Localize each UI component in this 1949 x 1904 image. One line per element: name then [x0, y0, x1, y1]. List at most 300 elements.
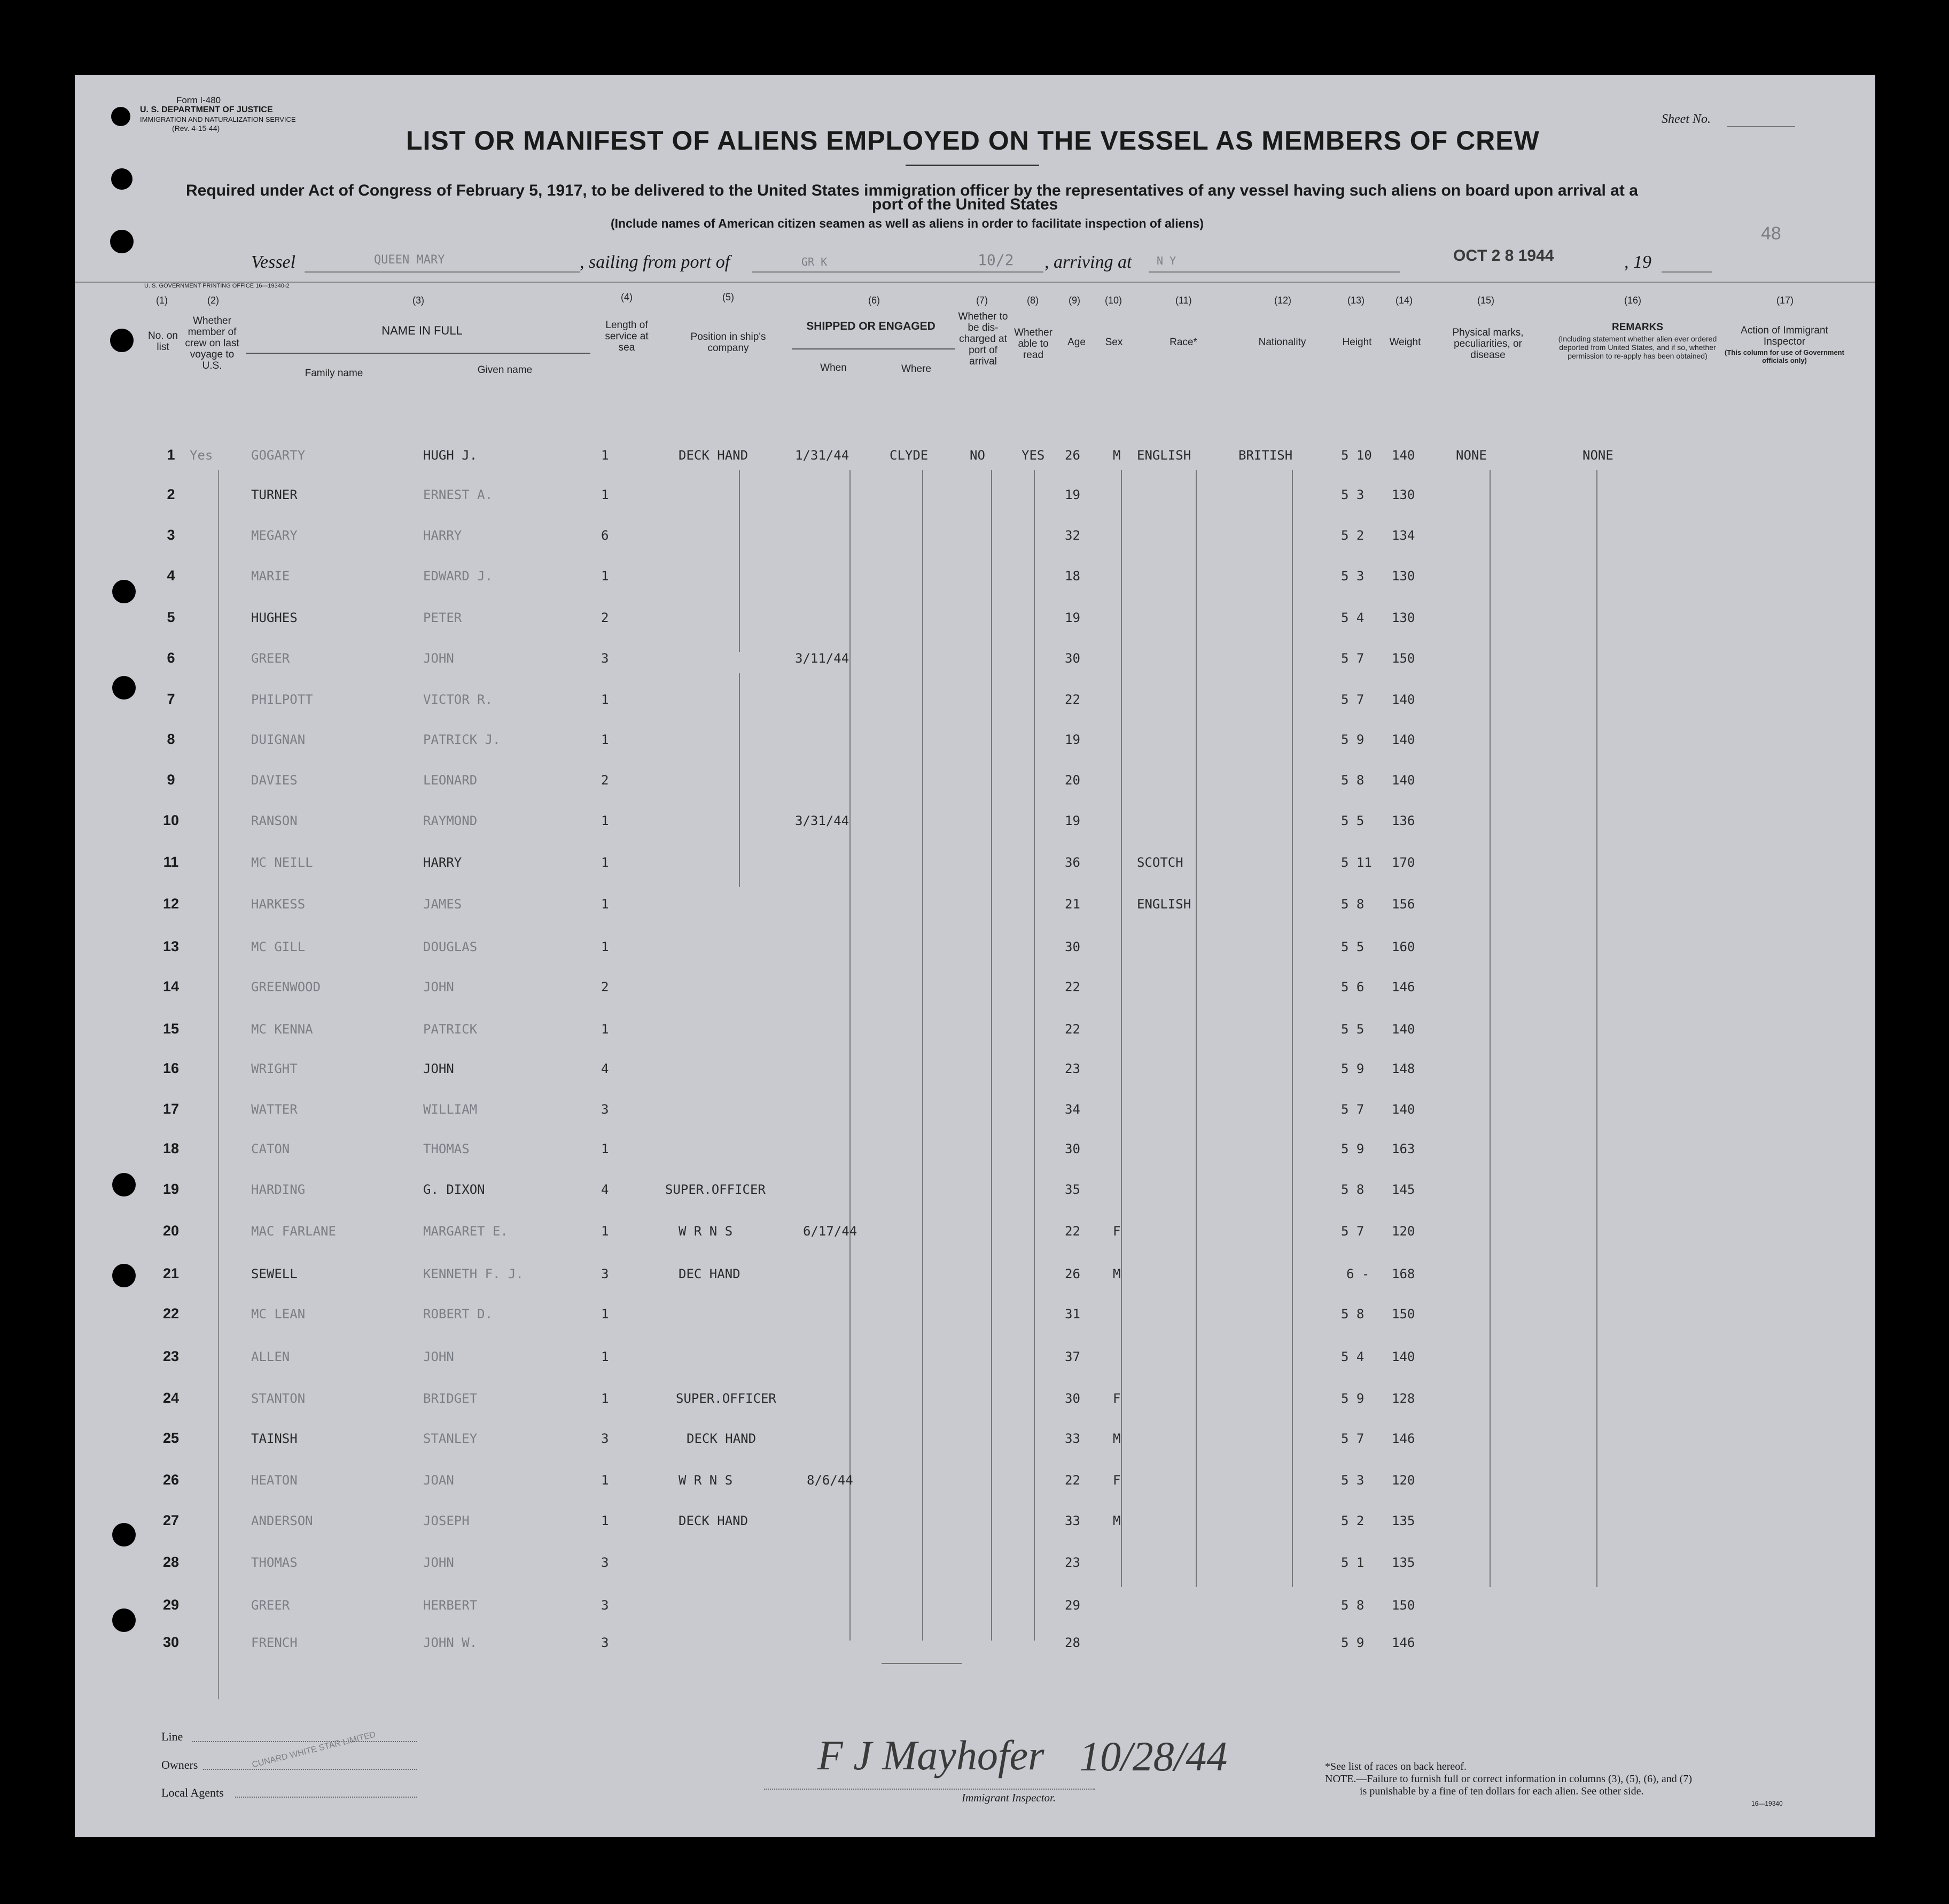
row-family-name: THOMAS	[251, 1555, 298, 1570]
row-length-of-service: 1	[601, 1224, 609, 1239]
col-17-number: (17)	[1776, 295, 1794, 306]
form-revision: (Rev. 4-15-44)	[172, 124, 220, 133]
row-weight: 150	[1392, 1307, 1415, 1322]
row-shipped-where: CLYDE	[890, 448, 929, 463]
row-height: 5 5	[1341, 1022, 1365, 1037]
row-number: 20	[162, 1223, 180, 1239]
row-number: 25	[162, 1430, 180, 1446]
inspector-signature-line	[764, 1789, 1095, 1790]
row-family-name: SEWELL	[251, 1266, 298, 1281]
row-position: SUPER.OFFICER	[676, 1391, 776, 1406]
col-1-number: (1)	[156, 295, 168, 306]
col-13-number: (13)	[1347, 295, 1365, 306]
row-weight: 135	[1392, 1513, 1415, 1528]
punch-hole	[112, 1173, 136, 1196]
row-height: 5 7	[1341, 1102, 1365, 1117]
row-weight: 135	[1392, 1555, 1415, 1570]
ditto-line-marks	[1490, 470, 1491, 1587]
ditto-line-read	[1034, 470, 1035, 1641]
row-age: 19	[1065, 732, 1080, 747]
row-family-name: MC GILL	[251, 939, 306, 954]
row-number: 9	[167, 772, 175, 788]
header-weight: Weight	[1389, 337, 1421, 348]
form-number: Form I-480	[176, 95, 221, 105]
header-remarks-note: (Including statement whether alien ever ordered deported from United States, and if so, whether permission to re-apply has been obtained)	[1558, 335, 1717, 360]
row-given-name: VICTOR R.	[423, 692, 493, 707]
col-7-number: (7)	[976, 295, 988, 306]
row-family-name: GOGARTY	[251, 448, 306, 463]
row-weight: 150	[1392, 651, 1415, 666]
row-number: 12	[162, 896, 180, 912]
arrival-date-stamp: OCT 2 8 1944	[1453, 247, 1554, 265]
row-given-name: ROBERT D.	[423, 1307, 493, 1322]
row-family-name: ALLEN	[251, 1349, 290, 1364]
year-field-line	[1662, 271, 1712, 273]
row-physical-marks: NONE	[1456, 448, 1487, 463]
signature-date: 10/28/44	[1079, 1733, 1228, 1779]
race-note: *See list of races on back hereof.	[1325, 1761, 1467, 1773]
row-family-name: GREER	[251, 651, 290, 666]
col-5-number: (5)	[722, 292, 734, 302]
row-weight: 134	[1392, 528, 1415, 543]
shipped-header-rule	[792, 348, 955, 349]
row-weight: 130	[1392, 569, 1415, 584]
row-number: 21	[162, 1265, 180, 1281]
row-given-name: JOHN	[423, 1555, 454, 1570]
row-number: 15	[162, 1021, 180, 1037]
row-sex: M	[1113, 1266, 1121, 1281]
row-height: 5 7	[1341, 1431, 1365, 1446]
row-weight: 140	[1392, 1349, 1415, 1364]
row-length-of-service: 1	[601, 1513, 609, 1528]
name-header-rule	[246, 353, 590, 354]
row-sex: M	[1113, 448, 1121, 463]
row-given-name: JOHN	[423, 651, 454, 666]
row-family-name: DUIGNAN	[251, 732, 306, 747]
row-given-name: STANLEY	[423, 1431, 478, 1446]
row-age: 22	[1065, 1224, 1080, 1239]
row-age: 35	[1065, 1182, 1080, 1197]
header-length-of-service: Length of service at sea	[605, 320, 649, 353]
inspector-label: Immigrant Inspector.	[962, 1791, 1056, 1804]
row-length-of-service: 3	[601, 1635, 609, 1650]
row-height: 5 8	[1341, 1598, 1365, 1613]
row-weight: 140	[1392, 773, 1415, 788]
row-shipped-when: 3/31/44	[795, 813, 849, 828]
row-length-of-service: 1	[601, 939, 609, 954]
printing-office-note: U. S. GOVERNMENT PRINTING OFFICE 16—19340-2	[144, 283, 290, 289]
row-number: 1	[167, 447, 175, 463]
row-number: 29	[162, 1597, 180, 1613]
header-nationality: Nationality	[1258, 337, 1306, 348]
header-discharged: Whether to be dis-charged at port of arrival	[958, 311, 1008, 367]
row-length-of-service: 1	[601, 1022, 609, 1037]
header-when: When	[820, 362, 847, 374]
header-top-rule	[75, 282, 1875, 283]
agents-stamp: CUNARD WHITE STAR LIMITED	[251, 1730, 377, 1770]
row-age: 30	[1065, 1391, 1080, 1406]
row-age: 22	[1065, 980, 1080, 994]
row-family-name: DAVIES	[251, 773, 298, 788]
row-family-name: TURNER	[251, 487, 298, 502]
row-length-of-service: 2	[601, 980, 609, 994]
local-agents-label: Local Agents	[161, 1786, 224, 1799]
row-age: 30	[1065, 1141, 1080, 1156]
punch-hole	[112, 1264, 136, 1287]
row-given-name: KENNETH F. J.	[423, 1266, 524, 1281]
ditto-line-nationality	[1292, 470, 1293, 1587]
header-position: Position in ship's company	[690, 331, 766, 354]
row-length-of-service: 1	[601, 448, 609, 463]
column-rule	[218, 470, 219, 1699]
row-length-of-service: 4	[601, 1061, 609, 1076]
row-member-cell: Yes	[190, 448, 213, 463]
punch-hole	[112, 580, 136, 603]
row-number: 26	[162, 1472, 180, 1488]
col-11-number: (11)	[1175, 295, 1192, 306]
year-label: , 19	[1624, 252, 1651, 272]
row-weight: 140	[1392, 732, 1415, 747]
line-field	[192, 1741, 417, 1742]
row-sex: F	[1113, 1473, 1121, 1488]
row-age: 22	[1065, 1473, 1080, 1488]
row-sex: F	[1113, 1391, 1121, 1406]
row-height: 5 4	[1341, 1349, 1365, 1364]
row-height: 5 8	[1341, 897, 1365, 912]
row-age: 29	[1065, 1598, 1080, 1613]
row-age: 26	[1065, 1266, 1080, 1281]
row-given-name: JAMES	[423, 897, 462, 912]
row-number: 4	[167, 568, 175, 584]
row-number: 19	[162, 1181, 180, 1197]
row-number: 13	[162, 938, 180, 954]
row-race: ENGLISH	[1137, 897, 1191, 912]
row-age: 23	[1065, 1061, 1080, 1076]
row-given-name: LEONARD	[423, 773, 478, 788]
row-age: 32	[1065, 528, 1080, 543]
sailing-label: , sailing from port of	[580, 252, 730, 272]
row-height: 5 3	[1341, 487, 1365, 502]
punch-hole	[110, 329, 134, 352]
service-name: IMMIGRATION AND NATURALIZATION SERVICE	[140, 115, 296, 123]
corner-number: 48	[1761, 223, 1781, 244]
row-length-of-service: 1	[601, 855, 609, 870]
print-code: 16—19340	[1751, 1800, 1783, 1807]
row-shipped-when: 6/17/44	[803, 1224, 857, 1239]
row-given-name: PATRICK	[423, 1022, 478, 1037]
ditto-line-sex	[1121, 470, 1122, 1587]
row-family-name: RANSON	[251, 813, 298, 828]
row-number: 30	[162, 1634, 180, 1650]
row-height: 5 9	[1341, 1141, 1365, 1156]
row-number: 17	[162, 1101, 180, 1117]
row-age: 37	[1065, 1349, 1080, 1364]
row-number: 10	[162, 812, 180, 828]
row-number: 18	[162, 1140, 180, 1156]
row-height: 5 7	[1341, 1224, 1365, 1239]
row-family-name: MEGARY	[251, 528, 298, 543]
row-number: 6	[167, 650, 175, 666]
row-length-of-service: 1	[601, 1349, 609, 1364]
row-weight: 120	[1392, 1473, 1415, 1488]
row-age: 34	[1065, 1102, 1080, 1117]
row-length-of-service: 1	[601, 732, 609, 747]
header-race: Race*	[1170, 337, 1197, 348]
sheet-number-field	[1727, 126, 1795, 127]
row-length-of-service: 3	[601, 1555, 609, 1570]
row-given-name: WILLIAM	[423, 1102, 478, 1117]
row-family-name: GREER	[251, 1598, 290, 1613]
row-given-name: HARRY	[423, 855, 462, 870]
row-length-of-service: 1	[601, 1391, 609, 1406]
row-length-of-service: 3	[601, 1102, 609, 1117]
row-weight: 146	[1392, 1431, 1415, 1446]
row-length-of-service: 1	[601, 1473, 609, 1488]
row-height: 5 8	[1341, 773, 1365, 788]
col-15-number: (15)	[1477, 295, 1495, 306]
row-number: 27	[162, 1512, 180, 1528]
department-name: U. S. DEPARTMENT OF JUSTICE	[140, 105, 273, 114]
row-weight: 145	[1392, 1182, 1415, 1197]
row-height: 5 9	[1341, 1061, 1365, 1076]
row-length-of-service: 1	[601, 569, 609, 584]
ditto-line-when	[849, 470, 851, 1641]
vessel-value: QUEEN MARY	[374, 253, 445, 267]
row-remarks: NONE	[1582, 448, 1613, 463]
header-able-to-read: Whether able to read	[1014, 327, 1053, 361]
row-height: 5 9	[1341, 732, 1365, 747]
row-height: 5 2	[1341, 1513, 1365, 1528]
row-position: W R N S	[679, 1473, 733, 1488]
row-family-name: HUGHES	[251, 610, 298, 625]
header-physical-marks: Physical marks, peculiarities, or disease	[1452, 327, 1524, 361]
row-family-name: MC KENNA	[251, 1022, 313, 1037]
row-family-name: GREENWOOD	[251, 980, 321, 994]
row-sex: M	[1113, 1431, 1121, 1446]
row-number: 22	[162, 1305, 180, 1322]
row-height: 5 11	[1341, 855, 1372, 870]
row-height: 5 10	[1341, 448, 1372, 463]
sailing-port-value: GR K	[801, 255, 828, 268]
row-given-name: HERBERT	[423, 1598, 478, 1613]
col-14-number: (14)	[1396, 295, 1413, 306]
header-action-note: (This column for use of Government officials only)	[1725, 348, 1844, 364]
row-family-name: HARDING	[251, 1182, 306, 1197]
header-where: Where	[901, 363, 931, 375]
row-weight: 140	[1392, 448, 1415, 463]
row-age: 22	[1065, 1022, 1080, 1037]
ditto-line-race	[1196, 470, 1197, 1587]
row-age: 19	[1065, 610, 1080, 625]
row-length-of-service: 3	[601, 1598, 609, 1613]
row-sex: F	[1113, 1224, 1121, 1239]
col-2-number: (2)	[207, 295, 219, 306]
row-given-name: ERNEST A.	[423, 487, 493, 502]
row-number: 8	[167, 731, 175, 747]
header-no-on-list: No. on list	[148, 330, 178, 353]
row-given-name: JOSEPH	[423, 1513, 470, 1528]
row-length-of-service: 1	[601, 692, 609, 707]
row-weight: 140	[1392, 1102, 1415, 1117]
col-6-number: (6)	[868, 295, 880, 306]
row-weight: 120	[1392, 1224, 1415, 1239]
note-line-1: NOTE.—Failure to furnish full or correct information in columns (3), (5), (6), and (7)	[1325, 1773, 1693, 1785]
row-family-name: MC NEILL	[251, 855, 313, 870]
vessel-field-line	[305, 271, 580, 273]
column-end-rule	[882, 1663, 962, 1664]
row-given-name: JOHN W.	[423, 1635, 478, 1650]
row-height: 5 5	[1341, 813, 1365, 828]
row-weight: 130	[1392, 610, 1415, 625]
row-given-name: HARRY	[423, 528, 462, 543]
subtitle-note: (Include names of American citizen seamen as well as aliens in order to facilitate inspection of aliens)	[611, 216, 1204, 230]
title-rule	[906, 165, 1039, 166]
row-family-name: TAINSH	[251, 1431, 298, 1446]
row-number: 16	[162, 1060, 180, 1076]
row-family-name: WRIGHT	[251, 1061, 298, 1076]
row-given-name: BRIDGET	[423, 1391, 478, 1406]
row-shipped-when: 8/6/44	[807, 1473, 853, 1488]
subtitle-line-1: Required under Act of Congress of February 5, 1917, to be delivered to the United States immigration officer by the representatives of any vessel having such aliens on board upon arrival at a	[186, 182, 1638, 199]
row-family-name: ANDERSON	[251, 1513, 313, 1528]
row-family-name: MC LEAN	[251, 1307, 306, 1322]
row-number: 11	[163, 854, 179, 870]
row-given-name: PATRICK J.	[423, 732, 501, 747]
row-nationality: BRITISH	[1238, 448, 1293, 463]
row-given-name: JOHN	[423, 1349, 454, 1364]
row-weight: 128	[1392, 1391, 1415, 1406]
row-weight: 168	[1392, 1266, 1415, 1281]
row-weight: 170	[1392, 855, 1415, 870]
row-weight: 136	[1392, 813, 1415, 828]
row-age: 31	[1065, 1307, 1080, 1322]
row-weight: 146	[1392, 980, 1415, 994]
row-age: 23	[1065, 1555, 1080, 1570]
note-line-2: is punishable by a fine of ten dollars for each alien. See other side.	[1360, 1785, 1644, 1797]
row-weight: 140	[1392, 1022, 1415, 1037]
row-number: 14	[162, 978, 180, 994]
row-position: DECK HAND	[687, 1431, 757, 1446]
row-height: 5 2	[1341, 528, 1365, 543]
row-age: 30	[1065, 651, 1080, 666]
row-family-name: FRENCH	[251, 1635, 298, 1650]
row-age: 19	[1065, 813, 1080, 828]
row-given-name: G. DIXON	[423, 1182, 485, 1197]
row-given-name: RAYMOND	[423, 813, 478, 828]
row-length-of-service: 3	[601, 1266, 609, 1281]
row-weight: 148	[1392, 1061, 1415, 1076]
row-position: SUPER.OFFICER	[665, 1182, 766, 1197]
col-9-number: (9)	[1069, 295, 1080, 306]
header-remarks: REMARKS	[1611, 322, 1664, 333]
sailing-field-line	[752, 271, 1043, 273]
row-number: 3	[167, 527, 175, 543]
row-age: 22	[1065, 692, 1080, 707]
row-weight: 146	[1392, 1635, 1415, 1650]
row-height: 5 9	[1341, 1391, 1365, 1406]
page-title: LIST OR MANIFEST OF ALIENS EMPLOYED ON THE VESSEL AS MEMBERS OF CREW	[406, 126, 1540, 156]
row-family-name: PHILPOTT	[251, 692, 313, 707]
ditto-line-discharged	[991, 470, 992, 1641]
row-given-name: JOHN	[423, 980, 454, 994]
header-shipped-engaged: SHIPPED OR ENGAGED	[806, 320, 935, 332]
arriving-field-line	[1149, 271, 1400, 273]
row-family-name: MAC FARLANE	[251, 1224, 336, 1239]
row-number: 24	[162, 1390, 180, 1406]
row-length-of-service: 1	[601, 1307, 609, 1322]
row-position: DEC HAND	[679, 1266, 740, 1281]
row-given-name: JOHN	[423, 1061, 454, 1076]
row-shipped-when: 1/31/44	[795, 448, 849, 463]
row-weight: 163	[1392, 1141, 1415, 1156]
punch-hole	[111, 168, 132, 190]
row-length-of-service: 3	[601, 651, 609, 666]
row-weight: 156	[1392, 897, 1415, 912]
row-height: 5 9	[1341, 1635, 1365, 1650]
row-age: 28	[1065, 1635, 1080, 1650]
row-given-name: JOAN	[423, 1473, 454, 1488]
row-weight: 130	[1392, 487, 1415, 502]
row-age: 21	[1065, 897, 1080, 912]
row-position: DECK HAND	[679, 1513, 749, 1528]
row-given-name: EDWARD J.	[423, 569, 493, 584]
row-height: 5 4	[1341, 610, 1365, 625]
punch-hole	[112, 1523, 136, 1546]
row-number: 7	[167, 691, 175, 707]
row-height: 5 5	[1341, 939, 1365, 954]
row-number: 5	[167, 609, 175, 625]
col-8-number: (8)	[1027, 295, 1039, 306]
local-agents-field	[235, 1797, 417, 1798]
row-height: 5 3	[1341, 569, 1365, 584]
header-age: Age	[1067, 337, 1086, 348]
row-height: 5 8	[1341, 1307, 1365, 1322]
row-age: 33	[1065, 1513, 1080, 1528]
row-given-name: PETER	[423, 610, 462, 625]
row-height: 5 7	[1341, 692, 1365, 707]
row-family-name: HARKESS	[251, 897, 306, 912]
punch-hole	[111, 107, 130, 126]
header-whether-member: Whether member of crew on last voyage to U.S.	[185, 315, 239, 371]
sheet-number-label: Sheet No.	[1662, 112, 1711, 126]
row-age: 33	[1065, 1431, 1080, 1446]
col-3-number: (3)	[412, 295, 424, 306]
row-given-name: MARGARET E.	[423, 1224, 508, 1239]
row-number: 23	[162, 1348, 180, 1364]
owners-label: Owners	[161, 1758, 198, 1771]
row-given-name: DOUGLAS	[423, 939, 478, 954]
ditto-line-remarks	[1596, 470, 1597, 1587]
header-action: Action of Immigrant Inspector	[1741, 325, 1828, 347]
header-family-name: Family name	[305, 368, 363, 379]
sailing-date-value: 10/2	[978, 251, 1014, 269]
row-number: 2	[167, 486, 175, 502]
row-discharged: NO	[970, 448, 985, 463]
line-label: Line	[161, 1730, 183, 1743]
row-length-of-service: 1	[601, 1141, 609, 1156]
punch-hole	[110, 230, 134, 253]
header-height: Height	[1342, 337, 1372, 348]
col-4-number: (4)	[621, 292, 633, 302]
row-height: 6 -	[1346, 1266, 1370, 1281]
row-position: DECK HAND	[679, 448, 749, 463]
row-family-name: HEATON	[251, 1473, 298, 1488]
row-height: 5 7	[1341, 651, 1365, 666]
row-position: W R N S	[679, 1224, 733, 1239]
row-length-of-service: 1	[601, 897, 609, 912]
row-age: 19	[1065, 487, 1080, 502]
row-family-name: WATTER	[251, 1102, 298, 1117]
